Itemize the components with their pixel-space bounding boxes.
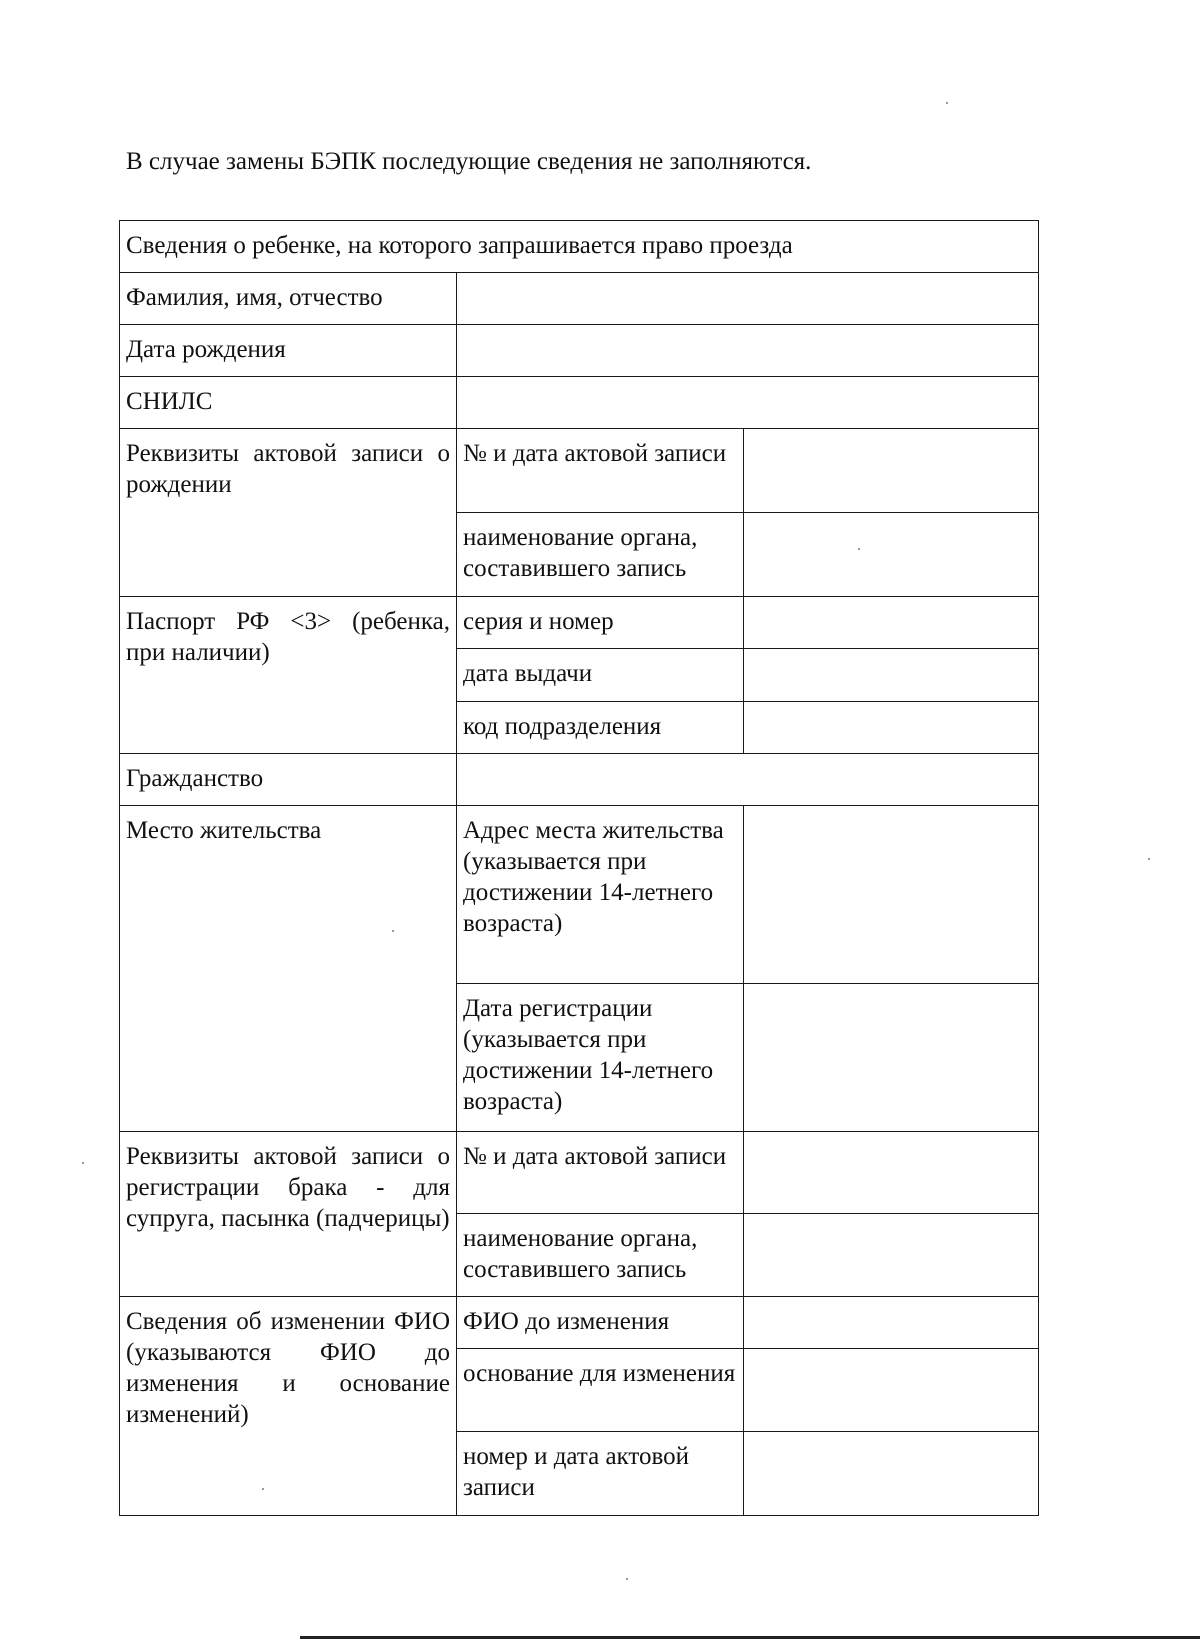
passport-issue-date-label: дата выдачи xyxy=(457,649,744,702)
name-change-basis-label: основание для изменения xyxy=(457,1349,744,1432)
citizenship-label: Гражданство xyxy=(120,754,457,806)
scan-speck xyxy=(262,1488,264,1490)
marriage-record-number-field[interactable] xyxy=(744,1132,1039,1214)
scan-speck xyxy=(1148,858,1150,860)
scan-speck xyxy=(946,102,948,104)
registration-date-label: Дата регистрации (указывается при достижении 14-летнего возраста) xyxy=(457,984,744,1132)
marriage-record-label: Реквизиты актовой записи о регистрации брака - для супруга, пасынка (падчерицы) xyxy=(120,1132,457,1297)
table-header-row xyxy=(120,221,1039,273)
full-name-row xyxy=(120,273,1039,325)
name-change-basis-field[interactable] xyxy=(744,1349,1039,1432)
full-name-label: Фамилия, имя, отчество xyxy=(120,273,457,325)
marriage-record-authority-field[interactable] xyxy=(744,1214,1039,1297)
marriage-record-authority-label: наименование органа, составившего запись xyxy=(457,1214,744,1297)
name-change-record-field[interactable] xyxy=(744,1432,1039,1516)
passport-issue-date-field[interactable] xyxy=(744,649,1039,702)
birth-record-label: Реквизиты актовой записи о рождении xyxy=(120,429,457,597)
residence-address-field[interactable] xyxy=(744,806,1039,984)
name-change-row xyxy=(120,1297,1039,1349)
passport-series-field[interactable] xyxy=(744,597,1039,649)
intro-note: В случае замены БЭПК последующие сведения не заполняются. xyxy=(126,148,812,175)
birth-record-authority-label: наименование органа, составившего запись xyxy=(457,513,744,597)
bottom-edge-rule xyxy=(300,1636,1200,1639)
residence-address-label: Адрес места жительства (указывается при достижении 14-летнего возраста) xyxy=(457,806,744,984)
birth-record-authority-field[interactable] xyxy=(744,513,1039,597)
birth-record-row xyxy=(120,429,1039,513)
full-name-field[interactable] xyxy=(457,273,1039,325)
passport-code-label: код подразделения xyxy=(457,702,744,754)
birth-record-number-label: № и дата актовой записи xyxy=(457,429,744,513)
name-change-record-label: номер и дата актовой записи xyxy=(457,1432,744,1516)
birth-record-number-field[interactable] xyxy=(744,429,1039,513)
snils-field[interactable] xyxy=(457,377,1039,429)
citizenship-row xyxy=(120,754,1039,806)
previous-name-label: ФИО до изменения xyxy=(457,1297,744,1349)
scan-speck xyxy=(858,548,860,550)
birth-date-field[interactable] xyxy=(457,325,1039,377)
passport-label: Паспорт РФ <3> (ребенка, при наличии) xyxy=(120,597,457,754)
snils-row xyxy=(120,377,1039,429)
name-change-label: Сведения об изменении ФИО (указываются ФИО до изменения и основание изменений) xyxy=(120,1297,457,1516)
passport-code-field[interactable] xyxy=(744,702,1039,754)
scan-speck xyxy=(626,1578,628,1580)
table-header: Сведения о ребенке, на которого запрашивается право проезда xyxy=(120,221,1039,273)
passport-series-label: серия и номер xyxy=(457,597,744,649)
child-info-table xyxy=(119,220,1039,1516)
residence-label: Место жительства xyxy=(120,806,457,1132)
marriage-record-number-label: № и дата актовой записи xyxy=(457,1132,744,1214)
registration-date-field[interactable] xyxy=(744,984,1039,1132)
previous-name-field[interactable] xyxy=(744,1297,1039,1349)
passport-row xyxy=(120,597,1039,649)
birth-date-row xyxy=(120,325,1039,377)
birth-date-label: Дата рождения xyxy=(120,325,457,377)
scan-speck xyxy=(392,930,394,932)
citizenship-field[interactable] xyxy=(457,754,1039,806)
snils-label: СНИЛС xyxy=(120,377,457,429)
scan-speck xyxy=(82,1162,84,1164)
residence-row xyxy=(120,806,1039,984)
marriage-record-row xyxy=(120,1132,1039,1214)
